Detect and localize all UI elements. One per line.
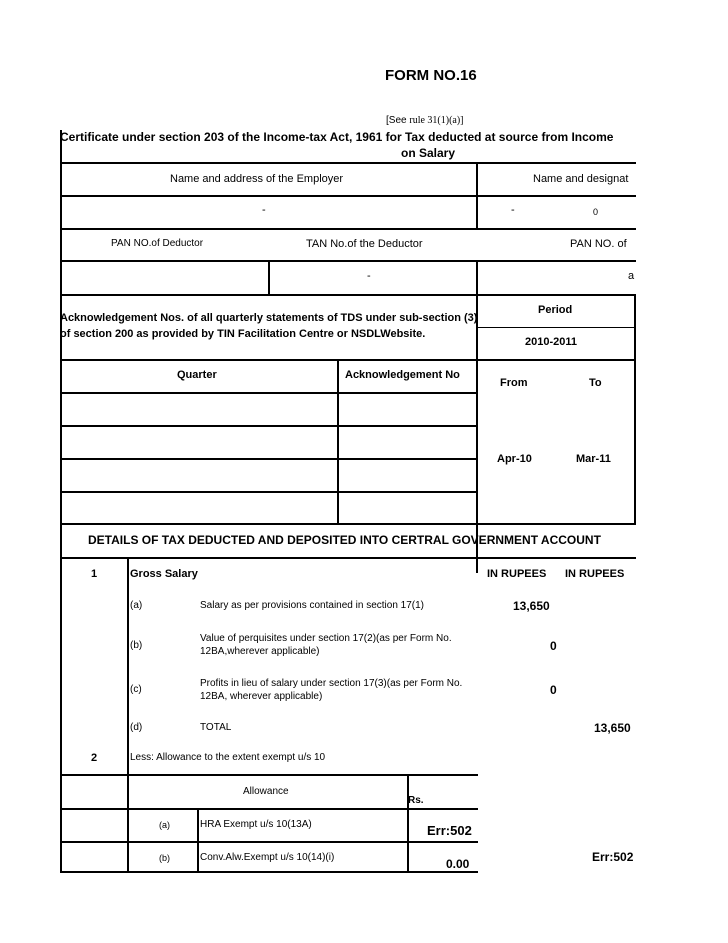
allowance-header: Allowance — [243, 786, 289, 797]
row-1-number: 1 — [91, 568, 98, 580]
employee-designation-dash: - — [511, 204, 515, 216]
details-heading: DETAILS OF TAX DEDUCTED AND DEPOSITED INTO CERTRAL GOVERNMENT ACCOUNT — [88, 533, 601, 547]
rule-reference-rule: rule 31(1)(a)] — [409, 115, 464, 126]
employer-name-value: - — [262, 204, 266, 216]
item-b-mark: (b) — [130, 640, 143, 651]
rs-header: Rs. — [408, 795, 424, 806]
rule-reference — [386, 115, 464, 126]
rupees-header-1: IN RUPEES — [487, 568, 547, 580]
hra-value: Err:502 — [427, 823, 472, 838]
item-b-text: Value of perquisites under section 17(2)(as per Form No. 12BA,wherever applicable) — [200, 633, 452, 657]
item-a-value: 13,650 — [513, 599, 550, 613]
quarter-header: Quarter — [177, 369, 217, 381]
item-d-value: 13,650 — [594, 721, 631, 735]
gross-salary-label: Gross Salary — [130, 568, 198, 580]
row-2-number: 2 — [91, 752, 98, 764]
item-d-mark: (d) — [130, 722, 143, 733]
employer-name-header: Name and address of the Employer — [170, 173, 344, 185]
pan-employee-value: a — [628, 270, 635, 282]
to-value: Mar-11 — [576, 453, 611, 465]
item-a-text: Salary as per provisions contained in section 17(1) — [200, 600, 425, 611]
conv-text: Conv.Alw.Exempt u/s 10(14)(i) — [200, 852, 335, 863]
certificate-line-2: on Salary — [401, 146, 456, 160]
item-c-value: 0 — [550, 683, 557, 697]
tan-value: - — [367, 270, 371, 282]
item-c-text: Profits in lieu of salary under section 17(3)(as per Form No. 12BA, wherever applicable) — [200, 678, 463, 702]
item-b-value: 0 — [550, 639, 557, 653]
ack-no-header: Acknowledgement No — [345, 369, 460, 381]
tan-deductor-label: TAN No.of the Deductor — [306, 238, 423, 250]
conv-total: Err:502 — [592, 850, 634, 864]
item-a-mark: (a) — [130, 600, 143, 611]
acknowledgement-text: Acknowledgement Nos. of all quarterly statements of TDS under sub-section (3) of section 200 as provided by TIN Facilitation Centre or NSDLWebsite. — [60, 312, 478, 340]
employee-designation-header: Name and designat — [533, 173, 629, 185]
period-value: 2010-2011 — [525, 336, 577, 348]
conv-mark: (b) — [159, 853, 170, 863]
from-label: From — [500, 377, 528, 389]
rule-reference-see: [See — [386, 115, 407, 126]
conv-value: 0.00 — [446, 857, 470, 871]
hra-mark: (a) — [159, 820, 170, 830]
period-label: Period — [538, 304, 573, 316]
allowance-exempt-label: Less: Allowance to the extent exempt u/s 10 — [130, 752, 326, 763]
item-d-text: TOTAL — [200, 722, 232, 733]
certificate-line-1: Certificate under section 203 of the Income-tax Act, 1961 for Tax deducted at source from Income — [60, 130, 614, 144]
form-title: FORM NO.16 — [385, 67, 477, 84]
pan-employee-label: PAN NO. of — [570, 238, 627, 250]
employee-designation-value: 0 — [593, 207, 599, 217]
item-c-mark: (c) — [130, 684, 142, 695]
hra-text: HRA Exempt u/s 10(13A) — [200, 819, 312, 830]
to-label: To — [589, 377, 602, 389]
rupees-header-2: IN RUPEES — [565, 568, 625, 580]
pan-deductor-label: PAN NO.of Deductor — [111, 238, 204, 249]
from-value: Apr-10 — [497, 453, 532, 465]
